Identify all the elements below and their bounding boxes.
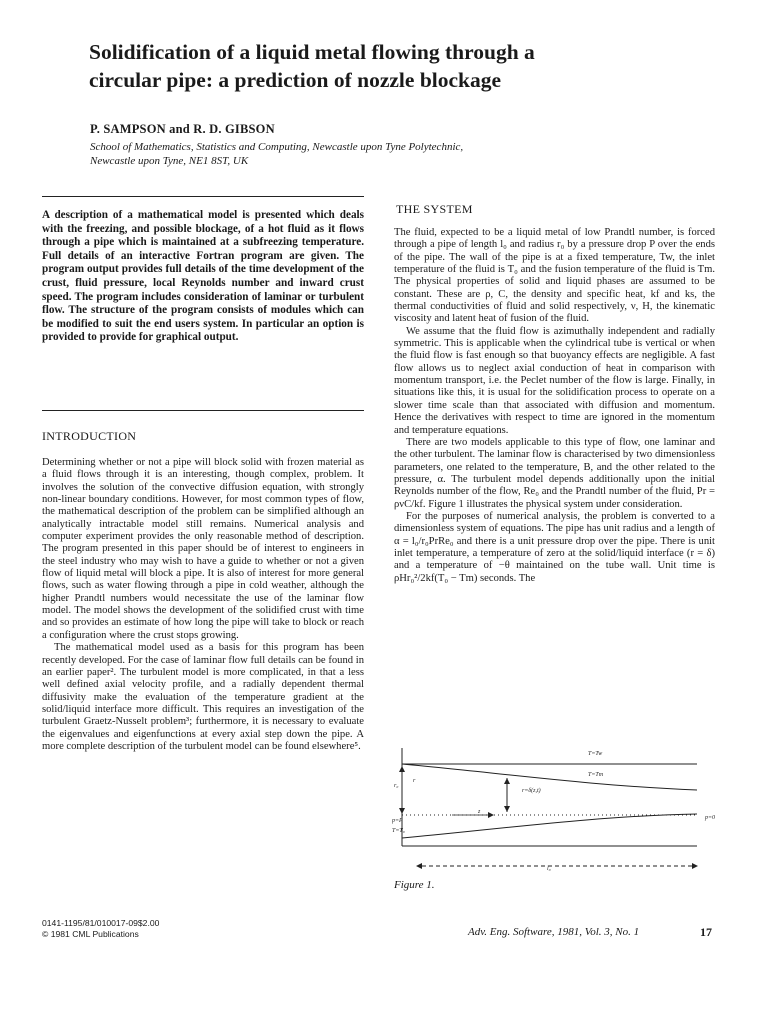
- title-line-2: circular pipe: a prediction of nozzle blockage: [89, 68, 502, 92]
- system-paragraph-2: We assume that the fluid flow is azimuthally independent and radially symmetric. This is applicable when the cylindrical tube is vertical or when the fluid flow is fast enough so that buoyancy effects are negligible. A fast flow allows us to neglect axial conduction of heat in comparison with momentum transport, i.e. the Peclet number of the flow is large. Finally, in situations like this, it is usual for the solidification process to operate on a slower time scale than that associated with diffusion and momentum. Hence the derivatives with respect to time are ignored in the momentum and temperature equations.: [394, 325, 715, 436]
- introduction-heading: INTRODUCTION: [42, 429, 137, 443]
- introduction-body: [42, 457, 364, 753]
- abstract: A description of a mathematical model is presented which deals with the freezing, and possible blockage, of a hot fluid as it flows through a pipe which is maintained at a subfreezing temperature. Full details of an interactive Fortran program are given. The program output provides full details of the time development of the crust, fluid pressure, local Reynolds number and inward crust speed. The program includes consideration of laminar or turbulent flow. The structure of the program consists of modules which can be modified to suit the end users system. In particular an option is provided to provide for graphical output.: [42, 209, 364, 344]
- label-interface: r=δ(z,t): [522, 788, 541, 794]
- label-inlet-temperature: T=T₀: [392, 828, 405, 834]
- footer-code: 0141-1195/81/010017-09$2.00: [42, 918, 160, 928]
- affiliation-line-2: Newcastle upon Tyne, NE1 8ST, UK: [90, 155, 249, 167]
- abstract-bottom-rule: [42, 410, 364, 411]
- system-paragraph-1: The fluid, expected to be a liquid metal of low Prandtl number, is forced through a pipe of length l₀ and radius r₀ by a pressure drop P over the ends of the pipe. The wall of the pipe is at a fixed temperature, Tw, the inlet temperature of the fluid is T₀ and the fusion temperature of the fluid is Tm. The physical properties of solid and liquid phases are assumed to be constant. These are ρ, C, the density and specific heat, kf and ks, the thermal conductivities of fluid and solid respectively, ν, H, the kinematic viscosity and latent heat of fusion of the fluid.: [394, 227, 715, 325]
- page-number: 17: [700, 925, 712, 939]
- label-wall-temperature: T=Tw: [588, 751, 603, 757]
- interface-arrowhead-bottom: [504, 806, 510, 812]
- system-paragraph-3: There are two models applicable to this type of flow, one laminar and the other turbulent. The laminar flow is characterised by two dimensionless parameters, one related to the temperature, B, and the other related to the pressure, α. The turbulent model depends additionally upon the initial Reynolds number of the flow, Re₀ and the Prandtl number of the fluid, Pr = ρνC/kf. Figure 1 illustrates the physical system under consideration.: [394, 436, 715, 510]
- crust-interface-top: [402, 764, 697, 790]
- system-heading: THE SYSTEM: [396, 202, 473, 216]
- radius-arrowhead-bottom: [399, 808, 405, 814]
- footer-copyright: © 1981 CML Publications: [42, 929, 139, 939]
- radius-arrowhead-top: [399, 766, 405, 772]
- label-melt-temperature: T=Tm: [588, 772, 604, 778]
- abstract-top-rule: [42, 196, 364, 197]
- introduction-paragraph-1: Determining whether or not a pipe will block solid with frozen material as a fluid flows through it is an interesting, though complex, problem. It involves the solution of the convective diffusion equation, with strongly non-linear boundary conditions. However, for most common types of flow, the mathematical description of the problem can be simplified although an analytically intractable model still remains. Numerical analysis and computer experiment provides the only reasonable method of description. The program presented in this paper should be of interest to engineers in the steel industry who may wish to have a guide to whether or not a given flow of liquid metal will block a pipe. It is also of interest for more general flows, such as water flowing through a pipe in cold weather, although the higher Prandtl numbers would necessitate the use of the laminar flow model. The model shows the development of the solidified crust with time and so provides an estimate of how long the pipe will take to block or reach a configuration where the crust stops growing.: [42, 457, 364, 641]
- label-r: r: [413, 778, 416, 784]
- label-length: l₀: [547, 866, 551, 872]
- crust-interface-bottom: [402, 814, 697, 838]
- authors: P. SAMPSON and R. D. GIBSON: [90, 122, 275, 136]
- system-body: [394, 227, 715, 585]
- affiliation: [90, 140, 690, 168]
- interface-arrowhead-top: [504, 778, 510, 784]
- label-outlet-pressure: p=0: [705, 815, 716, 821]
- label-r0: r₀: [394, 783, 399, 789]
- system-paragraph-4: For the purposes of numerical analysis, the problem is converted to a dimensionless system of equations. The pipe has unit radius and a length of α = l₀/r₀PrRe₀ and there is a unit pressure drop over the pipe. There is unit inlet temperature, a temperature of zero at the solid/liquid interface (r = δ) and a temperature of −θ maintained on the tube wall. Unit time is ρHr₀²/2kf(T₀ − Tm) seconds. The: [394, 510, 715, 584]
- label-inlet-pressure: p=P: [392, 818, 403, 824]
- label-z: z: [478, 809, 481, 815]
- figure-caption: Figure 1.: [394, 879, 435, 891]
- journal-citation: Adv. Eng. Software, 1981, Vol. 3, No. 1: [468, 926, 640, 938]
- affiliation-line-1: School of Mathematics, Statistics and Computing, Newcastle upon Tyne Polytechnic,: [90, 141, 464, 153]
- paper-title: [89, 38, 689, 94]
- length-arrowhead-left: [416, 863, 422, 869]
- introduction-paragraph-2: The mathematical model used as a basis for this program has been recently developed. For the case of laminar flow full details can be found in an earlier paper². The turbulent model is more complicated, in that a less well defined axial velocity profile, and a radially dependent thermal diffusivity make the evaluation of the temperature gradient at the solid/liquid interface more difficult. This requires an investigation of the turbulent Graetz-Nusselt problem³; furthermore, it is necessary to evaluate the eigenvalues and eigenfunctions at every axial step down the pipe. A more complete description of the turbulent model can be found elsewhere⁵.: [42, 642, 364, 752]
- title-line-1: Solidification of a liquid metal flowing through a: [89, 40, 535, 64]
- figure-1-diagram: [392, 742, 717, 877]
- footer-publication-info: [42, 918, 159, 940]
- length-arrowhead-right: [692, 863, 698, 869]
